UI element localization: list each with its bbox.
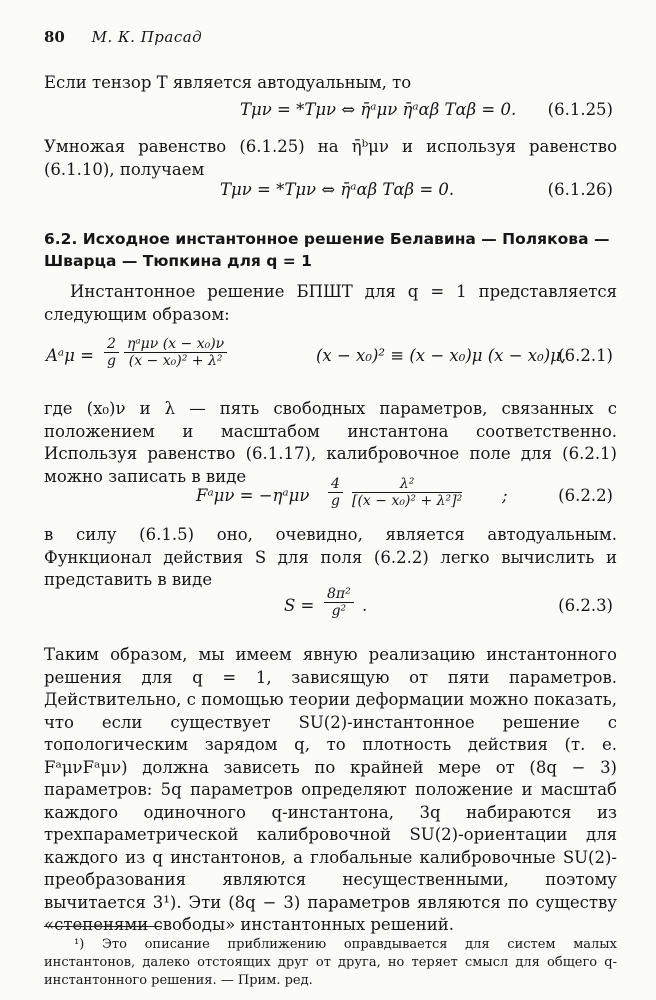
equation-number: (6.1.26) [547,180,613,199]
page-number: 80 [44,28,65,46]
paragraph-2: Умножая равенство (6.1.25) на η̄ᵇμν и используя равенство (6.1.10), получаем [44,137,617,179]
paragraph-5: в силу (6.1.5) оно, очевидно, является автодуальным. Функционал действия S для поля (6.2.2) легко вычислить и представить в виде [44,525,617,589]
equation-6-2-1 [44,336,617,382]
equation-lhs: Fᵃμν = −ηᵃμν [196,486,310,505]
equation-6-2-2 [44,476,617,522]
fraction-denominator: g² [331,603,347,619]
fraction-denominator: [(x − x₀)² + λ²]² [352,493,463,509]
running-title: М. К. Прасад [91,28,203,46]
equation-fraction [124,336,227,369]
paragraph-4: где (x₀)ν и λ — пять свободных параметров, связанных с положением и масштабом инстантона соответственно. Используя равенство (6.1.17), калибровочное поле для (6.2.1) можно записать в виде [44,399,617,486]
equation-number: (6.2.3) [558,596,613,615]
fraction-denominator: (x − x₀)² + λ² [128,353,223,369]
equation-rhs: (x − x₀)² ≡ (x − x₀)μ (x − x₀)μ, [316,346,567,365]
paragraph-6: Таким образом, мы имеем явную реализацию инстантонного решения для q = 1, зависящую от пяти параметров. Действительно, с помощью теории деформации можно показать, что если существует SU(2)-инстантонное решение с топологическим зарядом q, то плотность действия (т. е. FᵃμνFᵃμν) должна зависеть по крайней мере от (8q − 3) параметров: 5q параметров определяют положение и масштаб каждого одиночного q-инстантона, 3q набираются из трехпараметрической калибровочной SU(2)-ориентации для каждого из q инстантонов, а глобальные калибровочные SU(2)-преобразования являются несущественными, поэтому вычитается 3¹). Эти (8q − 3) параметров являются по существу «степенями свободы» инстантонных решений. [44,645,617,934]
coef-numerator: 4 [328,476,343,493]
equation-lhs: S = [284,596,315,615]
paragraph-3: Инстантонное решение БПШТ для q = 1 представляется следующим образом: [44,282,617,324]
section-heading: 6.2. Исходное инстантонное решение Белавина — Полякова — Шварца — Тюпкина для q = 1 [44,230,610,270]
equation-formula: Tμν = *Tμν ⇔ η̄ᵃμν η̄ᵃαβ Tαβ = 0. [240,100,517,119]
fraction-numerator: 8π² [324,586,354,603]
equation-tail: . [362,596,368,615]
equation-number: (6.1.25) [547,100,613,119]
equation-fraction [324,586,354,619]
equation-coefficient [328,476,343,509]
equation-coefficient [104,336,119,369]
equation-tail: ; [502,486,508,505]
coef-denominator: g [106,353,116,369]
equation-fraction [352,476,462,509]
equation-6-1-25 [44,98,617,126]
equation-lhs: Aᵃμ = [46,346,94,365]
equation-formula: Tμν = *Tμν ⇔ η̄ᵃαβ Tαβ = 0. [220,180,455,199]
paragraph-1: Если тензор T является автодуальным, то [44,73,412,92]
equation-6-1-26 [44,178,617,206]
footnote: ¹) Это описание приближению оправдывается для систем малых инстантонов, далеко отстоящих друг от друга, но теряет смысл для общего q-инстантонного решения. — Прим. ред. [44,937,617,988]
fraction-numerator: λ² [352,476,462,493]
footnote-divider [44,926,162,927]
equation-6-2-3 [44,586,617,632]
fraction-numerator: ηᵃμν (x − x₀)ν [124,336,227,353]
equation-number: (6.2.1) [558,346,613,365]
equation-number: (6.2.2) [558,486,613,505]
coef-numerator: 2 [104,336,119,353]
running-header [44,28,202,46]
coef-denominator: g [330,493,340,509]
